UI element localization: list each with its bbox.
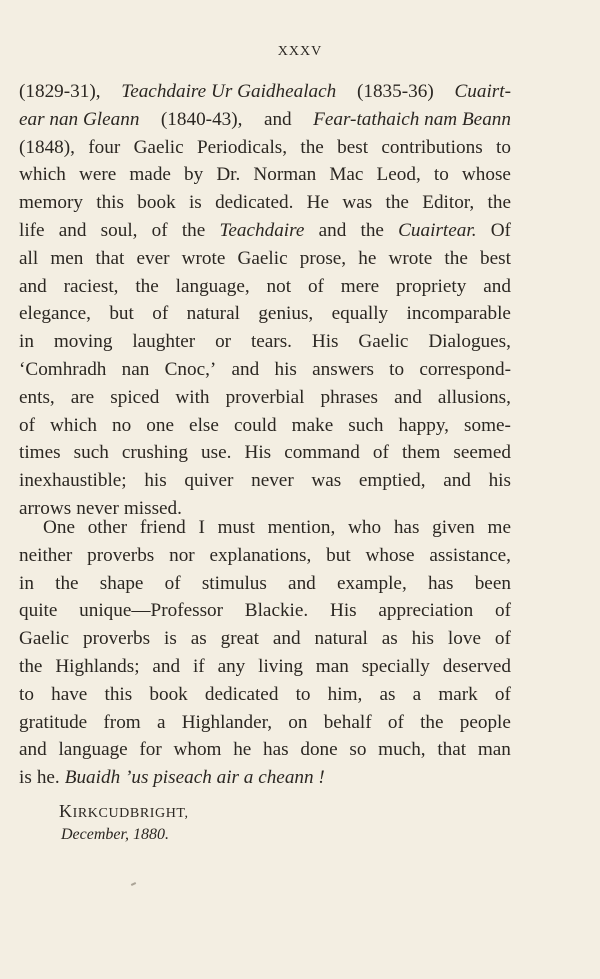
word: Mac — [329, 164, 364, 186]
word: him, — [327, 683, 363, 705]
word: given — [432, 517, 475, 538]
word: no — [112, 414, 132, 436]
word: and — [263, 108, 292, 130]
word: crushing — [121, 442, 188, 464]
word: allusions, — [437, 386, 511, 408]
word: in — [19, 331, 34, 353]
word: to — [19, 683, 34, 705]
word: dedicated — [204, 683, 279, 705]
word: but — [326, 544, 351, 566]
word: are — [70, 386, 95, 408]
word: and — [443, 470, 471, 492]
word: Gaelic — [19, 628, 70, 650]
word: wrote — [388, 247, 433, 269]
word: a — [156, 711, 166, 733]
word: natural — [314, 628, 368, 650]
word: laughter — [132, 331, 196, 353]
word: that — [95, 247, 125, 269]
word: proverbs — [87, 544, 155, 566]
word: Leod, — [376, 164, 421, 186]
word: mark — [438, 683, 478, 705]
place-initial: K — [59, 801, 73, 821]
word: he — [233, 739, 252, 761]
word: such — [348, 414, 384, 436]
word: with — [175, 386, 210, 408]
text-line — [19, 736, 511, 764]
word: which — [19, 164, 66, 186]
word: His — [329, 600, 357, 622]
word: example, — [336, 572, 407, 594]
text-line — [19, 542, 511, 570]
word: living — [258, 655, 303, 677]
text-line — [19, 245, 511, 273]
word: which — [50, 414, 97, 436]
word: and — [231, 358, 260, 380]
word: best — [480, 247, 511, 269]
word: his — [488, 470, 511, 492]
date-month: December, — [61, 826, 129, 843]
word: Fear-tathaich nam Beann — [313, 108, 511, 130]
word: not — [266, 275, 292, 297]
word: been — [474, 572, 511, 594]
word: to — [295, 683, 311, 705]
word: deserved — [442, 655, 511, 677]
word: must — [217, 517, 255, 538]
paragraph-1 — [19, 78, 511, 523]
word: book — [137, 192, 176, 214]
paragraph-2 — [19, 514, 511, 792]
word: much, — [378, 739, 426, 761]
word: and — [152, 655, 181, 677]
word: contributions — [381, 136, 483, 158]
word: of — [494, 683, 511, 705]
word: to — [433, 164, 449, 186]
word: raciest, — [63, 275, 119, 297]
text-line — [19, 106, 511, 134]
text-line — [19, 467, 511, 495]
word: and — [483, 275, 511, 297]
word: Cuairtear. — [398, 219, 477, 241]
word: His — [244, 442, 272, 464]
word: Highlands; — [55, 655, 140, 677]
word: other — [87, 517, 128, 538]
word: in — [19, 572, 34, 594]
text-line — [19, 439, 511, 467]
word: done — [300, 739, 338, 761]
word: tears. — [250, 331, 292, 353]
word: the — [300, 136, 324, 158]
text-line — [19, 570, 511, 598]
word: propriety — [396, 275, 467, 297]
word: any — [217, 655, 246, 677]
word: some- — [464, 414, 511, 436]
text-line — [19, 273, 511, 301]
text-line — [19, 625, 511, 653]
word: and — [19, 739, 47, 761]
word: dedicated. — [215, 192, 294, 214]
text-line — [19, 412, 511, 440]
word: all — [19, 247, 39, 269]
word: love — [447, 628, 481, 650]
word: Editor, — [422, 192, 475, 214]
page-number: XXXV — [277, 44, 323, 59]
word: the — [55, 572, 79, 594]
word: the — [360, 219, 384, 241]
word: Dialogues, — [428, 331, 511, 353]
text-line — [19, 653, 511, 681]
word: and — [58, 219, 87, 241]
word: me — [487, 517, 511, 538]
word: inexhaustible; — [19, 470, 127, 492]
word: language, — [175, 275, 250, 297]
word: Blackie. — [244, 600, 309, 622]
word: the — [135, 275, 159, 297]
word: memory — [19, 192, 83, 214]
word: neither — [19, 544, 73, 566]
text-line — [19, 161, 511, 189]
word: His — [311, 331, 339, 353]
word: as — [190, 628, 207, 650]
word: behalf — [323, 711, 372, 733]
word: so — [349, 739, 367, 761]
word: gratitude — [19, 711, 88, 733]
word: soul, — [100, 219, 138, 241]
word: language — [58, 739, 128, 761]
word: Dr. — [216, 164, 241, 186]
word: Of — [490, 219, 511, 241]
word: this — [104, 683, 133, 705]
word: Teachdaire Ur Gaidhealach — [121, 81, 337, 102]
word: was — [311, 470, 342, 492]
word: (1829-31), — [19, 81, 101, 102]
word: unique—Professor — [79, 600, 224, 622]
word: seemed — [453, 442, 511, 464]
word: ever — [136, 247, 170, 269]
word: happy, — [398, 414, 449, 436]
word: One — [43, 517, 75, 538]
text-line — [19, 764, 511, 792]
word: he — [358, 247, 377, 269]
word: missed. — [123, 497, 182, 519]
paper-speck-mark — [131, 882, 136, 886]
word: the — [487, 192, 511, 214]
word: elegance, — [19, 303, 91, 325]
word: emptied, — [358, 470, 426, 492]
word: have — [51, 683, 88, 705]
word: make — [291, 414, 334, 436]
text-line — [19, 78, 511, 106]
word: that — [437, 739, 467, 761]
word: stimulus — [201, 572, 267, 594]
word: whose — [365, 544, 415, 566]
word: specially — [361, 655, 430, 677]
word: Periodicals, — [196, 136, 288, 158]
word: (1840-43), — [160, 108, 243, 130]
word: book — [149, 683, 188, 705]
word: is — [19, 767, 32, 789]
word: genius, — [258, 303, 314, 325]
word: of — [164, 572, 181, 594]
signature-date — [61, 824, 169, 846]
word: is — [164, 628, 177, 650]
word: has — [427, 572, 454, 594]
word: by — [184, 164, 204, 186]
word: and — [318, 219, 347, 241]
text-line — [19, 217, 511, 245]
word: whom — [173, 739, 222, 761]
word: quite — [19, 600, 58, 622]
word: from — [103, 711, 141, 733]
text-line — [19, 134, 511, 162]
word: the — [420, 711, 444, 733]
word: his — [274, 358, 297, 380]
word: people — [459, 711, 511, 733]
word: and — [394, 386, 422, 408]
word: life — [19, 219, 45, 241]
text-line — [19, 709, 511, 737]
word: never — [251, 470, 294, 492]
word: Highlander, — [181, 711, 273, 733]
word: the — [181, 219, 206, 241]
word: prose, — [299, 247, 347, 269]
text-line — [19, 189, 511, 217]
word: whose — [461, 164, 511, 186]
word: I — [198, 517, 205, 538]
word: this — [96, 192, 124, 214]
word: else — [189, 414, 219, 436]
word: Gaelic — [133, 136, 184, 158]
word: to — [496, 136, 511, 158]
word: natural — [186, 303, 240, 325]
word: Cnoc,’ — [164, 358, 217, 380]
word: (1848), — [19, 136, 75, 158]
word: nor — [169, 544, 195, 566]
word: wrote — [181, 247, 226, 269]
word: ear nan Gleann — [19, 108, 140, 130]
word: assistance, — [429, 544, 511, 566]
word: nan — [121, 358, 150, 380]
word: friend — [139, 517, 186, 538]
word: Cuairt- — [454, 81, 511, 102]
word: of — [387, 711, 404, 733]
word: of — [307, 275, 324, 297]
word: proverbs — [82, 628, 151, 650]
word: his — [411, 628, 435, 650]
word: Buaidh ’us piseach air a cheann ! — [64, 767, 325, 789]
word: man — [477, 739, 511, 761]
word: to — [389, 358, 405, 380]
word: Norman — [253, 164, 317, 186]
word: times — [19, 442, 61, 464]
word: Gaelic — [358, 331, 409, 353]
word: phrases — [320, 386, 379, 408]
word: ents, — [19, 386, 55, 408]
text-line — [19, 597, 511, 625]
word: shape — [99, 572, 144, 594]
word: spiced — [110, 386, 160, 408]
word: one — [146, 414, 174, 436]
word: is — [188, 192, 202, 214]
word: of — [152, 303, 169, 325]
word: has — [393, 517, 420, 538]
word: four — [88, 136, 121, 158]
word: his — [144, 470, 167, 492]
word: equally — [331, 303, 389, 325]
word: has — [263, 739, 289, 761]
word: Gaelic — [237, 247, 288, 269]
word: appreciation — [378, 600, 474, 622]
word: he. — [36, 767, 60, 789]
text-line — [19, 514, 511, 542]
word: never — [76, 497, 119, 519]
place-rest: IRKCUDBRIGHT, — [72, 806, 189, 821]
word: of — [494, 600, 511, 622]
word: use. — [201, 442, 232, 464]
word: were — [79, 164, 117, 186]
word: for — [139, 739, 162, 761]
word: could — [233, 414, 277, 436]
word: was — [342, 192, 373, 214]
word: He — [306, 192, 330, 214]
word: as — [379, 683, 396, 705]
text-line — [19, 681, 511, 709]
word: of — [494, 628, 511, 650]
word: if — [192, 655, 205, 677]
word: moving — [53, 331, 113, 353]
word: incomparable — [406, 303, 511, 325]
word: them — [401, 442, 441, 464]
word: of — [19, 414, 35, 436]
word: ‘Comhradh — [19, 358, 107, 380]
text-line — [19, 328, 511, 356]
word: who — [348, 517, 382, 538]
word: mention, — [267, 517, 336, 538]
text-line — [19, 384, 511, 412]
word: on — [288, 711, 308, 733]
word: or — [215, 331, 232, 353]
date-year: 1880. — [132, 826, 169, 843]
word: and — [19, 275, 47, 297]
signature-place — [59, 800, 189, 825]
word: man — [315, 655, 349, 677]
word: arrows — [19, 497, 72, 519]
text-line — [19, 356, 511, 384]
text-line — [19, 300, 511, 328]
word: explanations, — [209, 544, 312, 566]
word: correspond- — [419, 358, 511, 380]
word: made — [129, 164, 171, 186]
word: great — [220, 628, 259, 650]
word: (1835-36) — [356, 81, 434, 102]
word: answers — [312, 358, 374, 380]
word: men — [50, 247, 84, 269]
word: command — [284, 442, 360, 464]
word: and — [288, 572, 316, 594]
word: as — [381, 628, 398, 650]
word: but — [109, 303, 134, 325]
word: the — [444, 247, 468, 269]
word: proverbial — [225, 386, 305, 408]
word: the — [19, 655, 43, 677]
word: mere — [340, 275, 380, 297]
word: of — [372, 442, 389, 464]
word: and — [272, 628, 301, 650]
word: quiver — [184, 470, 234, 492]
word: of — [151, 219, 168, 241]
word: best — [337, 136, 369, 158]
word: the — [385, 192, 409, 214]
word: such — [73, 442, 109, 464]
word: Teachdaire — [219, 219, 305, 241]
word: a — [412, 683, 422, 705]
